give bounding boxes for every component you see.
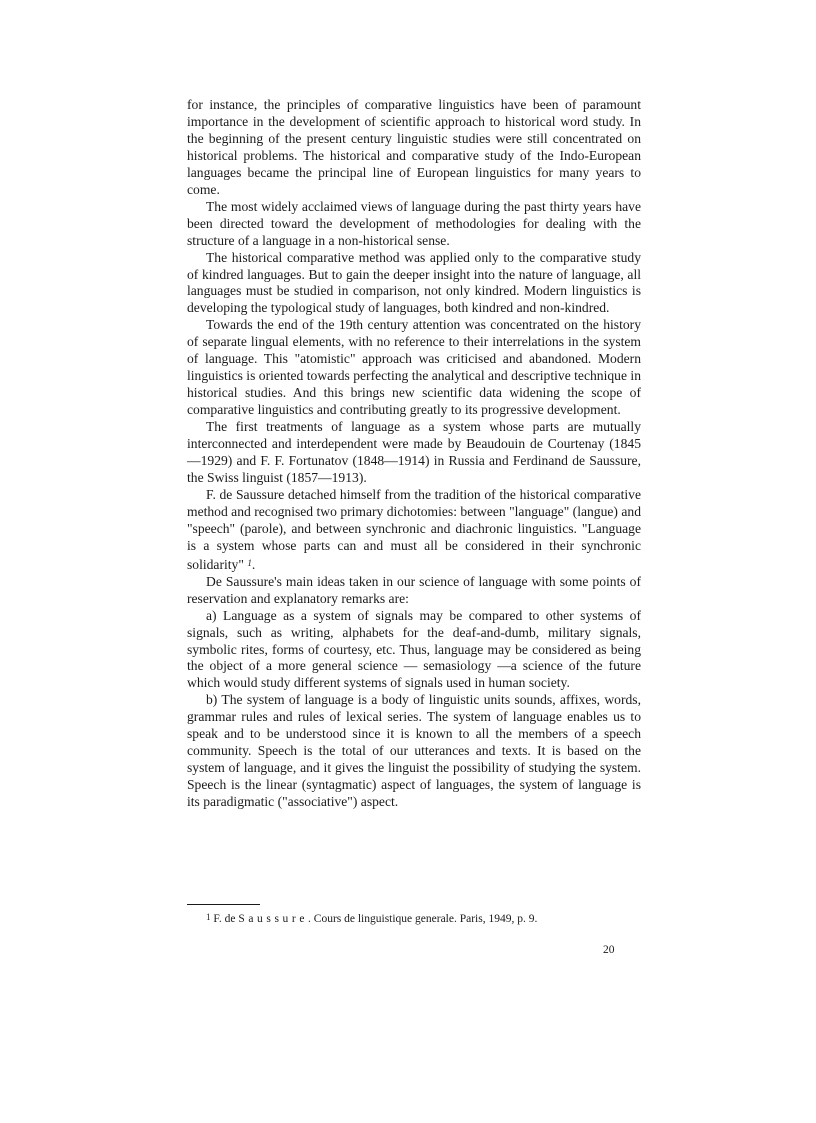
paragraph-3: The historical comparative method was applied only to the comparative study of kindred languages. But to gain the deeper insight into the nature of language, all languages must be studied in comparison, not only kindred. Modern linguistics is developing the typological study of languages, both kindred and non-kindred.	[187, 249, 641, 316]
footnote-reference[interactable]: 1	[247, 557, 252, 568]
footnote-number: 1	[206, 912, 211, 922]
paragraph-5: The first treatments of language as a system whose parts are mutually interconnected and interdependent were made by Beaudouin de Courtenay (1845—1929) and F. F. Fortunatov (1848—1914) in Russia and Ferdinand de Saussure, the Swiss linguist (1857—1913).	[187, 419, 641, 485]
footnote-text: . Cours de linguistique generale. Paris, 1949, p. 9.	[308, 913, 538, 925]
paragraph-1: for instance, the principles of comparative linguistics have been of paramount importance in the development of scientific approach to historical word study. In the beginning of the present century linguistic studies were still concentrated on historical problems. The historical and comparative study of the Indo-European languages became the principal line of European linguistics for many years to come.	[187, 97, 641, 197]
footnote-divider	[187, 904, 260, 905]
paragraph-9: b) The system of language is a body of linguistic units sounds, affixes, words, grammar rules and rules of lexical series. The system of language enables us to speak and to be understood since it is known to all the members of a speech community. Speech is the total of our utterances and texts. It is based on the system of language, and it gives the linguist the possibility of studying the system. Speech is the linear (syntagmatic) aspect of languages, the system of language is its paradigmatic ("associative") aspect.	[187, 692, 641, 810]
body-text	[187, 97, 641, 811]
page-number: 20	[603, 944, 615, 956]
paragraph-7: De Saussure's main ideas taken in our science of language with some points of reservation and explanatory remarks are:	[187, 573, 641, 606]
footnote-author-name: Saussure	[238, 913, 309, 925]
footnote-reference-tail: .	[251, 556, 256, 572]
paragraph-6	[187, 487, 641, 574]
paragraph-8: a) Language as a system of signals may be compared to other systems of signals, such as writing, alphabets for the deaf-and-dumb, military signals, symbolic rites, forms of courtesy, etc. Thus, language may be considered as being the object of a more general science — semasiology —a science of the future which would study different systems of signals used in human society.	[187, 607, 641, 691]
footnote	[206, 910, 636, 926]
paragraph-4: Towards the end of the 19th century attention was concentrated on the history of separate lingual elements, with no reference to their interrelations in the system of language. This "atomistic" approach was criticised and abandoned. Modern linguistics is oriented towards perfecting the analytical and descriptive technique in historical studies. And this brings new scientific data widening the scope of comparative linguistics and contributing greatly to its progressive development.	[187, 317, 641, 418]
footnote-author-prefix: F. de	[213, 913, 236, 925]
paragraph-2: The most widely acclaimed views of language during the past thirty years have been directed toward the development of methodologies for dealing with the structure of a language in a non-historical sense.	[187, 198, 641, 248]
paragraph-6-text: F. de Saussure detached himself from the tradition of the historical comparative method and recognised two primary dichotomies: between "language" (langue) and "speech" (parole), and between synchronic and diachronic linguistics. "Language is a system whose parts can and must all be considered in their synchronic solidarity"	[187, 486, 641, 572]
